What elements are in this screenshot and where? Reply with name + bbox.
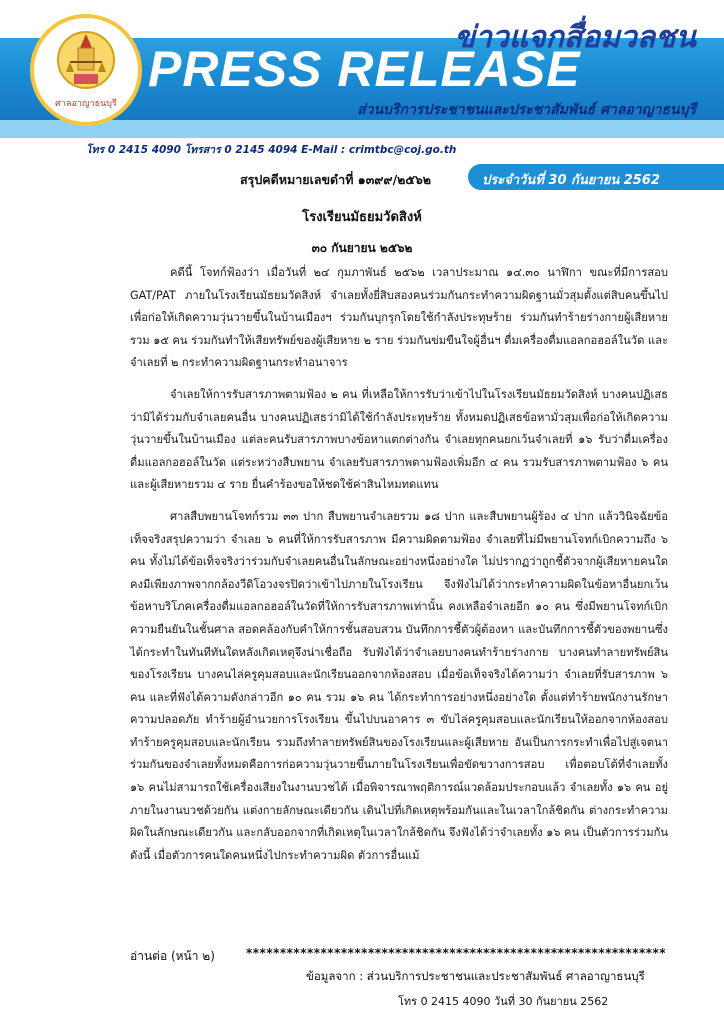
header-subtitle: ส่วนบริการประชาชนและประชาสัมพันธ์ ศาลอาญาธนบุรี — [357, 102, 696, 118]
date-badge — [468, 164, 724, 190]
header-title-thai: ข่าวแจกสื่อมวลชน — [454, 20, 696, 55]
header-title-english: PRESS RELEASE — [148, 41, 581, 97]
press-header — [0, 0, 724, 156]
continue-note: อ่านต่อ (หน้า ๒) — [130, 949, 215, 963]
star-divider: ************************************************************** — [246, 946, 666, 960]
court-emblem-icon — [30, 14, 142, 126]
document-body — [130, 262, 668, 876]
paragraph: ศาลสืบพยานโจทก์รวม ๓๓ ปาก สืบพยานจำเลยรวม ๑๘ ปาก และสืบพยานผู้ร้อง ๔ ปาก แล้ววินิจฉัยข้อเท็จจริงสรุปความว่า จำเลย ๖ คนที่ให้การรับสารภาพ มีความผิดตามฟ้อง จำเลยที่ไม่มีพยานโจทก์เบิกความถึง ๖ คน ทั้งไม่ได้ข้อเท็จจริงว่าร่วมกับจำเลยคนอื่นในลักษณะอย่างหนึ่งอย่างใด ไม่ปรากฏว่าถูกชี้ตัวจากผู้เสียหายคนใด คงมีเพียงภาพจากกล้องวีดิโอวงจรปิดว่าเข้าไปภายในโรงเรียน จึงฟังไม่ได้ว่ากระทำความผิดในข้อหาอื่นยกเว้นข้อหาบริโภคเครื่องดื่มแอลกอฮอล์ในวัดที่ให้การรับสารภาพเท่านั้น คงเหลือจำเลยอีก ๑๐ คน ซึ่งมีพยานโจทก์เบิกความยืนยันในชั้นศาล สอดคล้องกับคำให้การชั้นสอบสวน บันทึกการชี้ตัวผู้ต้องหา และบันทึกการชี้ตัวของพยานซึ่งได้กระทำในทันทีทันใดหลังเกิดเหตุจึงน่าเชื่อถือ รับฟังได้ว่าจำเลยบางคนทำร้ายร่างกาย บางคนทำลายทรัพย์สินของโรงเรียน บางคนไล่ครูคุมสอบและนักเรียนออกจากห้องสอบ เมื่อข้อเท็จจริงได้ความว่า จำเลยที่รับสารภาพ ๖ คน และที่ฟังได้ความดังกล่าวอีก ๑๐ คน รวม ๑๖ คน ได้กระทำการอย่างหนึ่งอย่างใด ตั้งแต่ทำร้ายพนักงานรักษาความปลอดภัย ทำร้ายผู้อำนวยการโรงเรียน ขึ้นไปบนอาคาร ๓ ขับไล่ครูคุมสอบและนักเรียนให้ออกจากห้องสอบ ทำร้ายครูคุมสอบและนักเรียน รวมถึงทำลายทรัพย์สินของโรงเรียนและผู้เสียหาย อันเป็นการกระทำเพื่อไปสู่เจตนาร่วมกันของจำเลยทั้งหมดคือการก่อความวุ่นวายขึ้นภายในโรงเรียนเพื่อขัดขวางการสอบ เพื่อตอบโต้ที่จำเลยทั้ง ๑๖ คนไม่สามารถใช้เครื่องเสียงในงานบวชได้ เมื่อพิจารณาพฤติการณ์แวดล้อมประกอบแล้ว จำเลยทั้ง ๑๖ คน อยู่ภายในงานบวชด้วยกัน แต่งกายลักษณะเดียวกัน เดินไปที่เกิดเหตุพร้อมกันและในเวลาใกล้ชิดกัน ต่างกระทำความผิดในลักษณะเดียวกัน และกลับออกจากที่เกิดเหตุในเวลาใกล้ชิดกัน จึงฟังได้ว่าจำเลยทั้ง ๑๖ คน เป็นตัวการร่วมกัน ดังนี้ เมื่อตัวการคนใดคนหนึ่งไปกระทำความผิด ตัวการอื่นแม้ — [130, 509, 668, 862]
document-title: โรงเรียนมัธยมวัดสิงห์ — [302, 210, 422, 225]
document-date: ๓๐ กันยายน ๒๕๖๒ — [311, 241, 413, 255]
paragraph: คดีนี้ โจทก์ฟ้องว่า เมื่อวันที่ ๒๔ กุมภาพันธ์ ๒๕๖๒ เวลาประมาณ ๑๔.๓๐ นาฬิกา ขณะที่มีการสอบ GAT/PAT ภายในโรงเรียนมัธยมวัดสิงห์ จำเลยทั้งยี่สิบสองคนร่วมกันกระทำความผิดฐานมั่วสุมตั้งแต่สิบคนขึ้นไป เพื่อก่อให้เกิดความวุ่นวายขึ้นในบ้านเมืองฯ ร่วมกันบุกรุกโดยใช้กำลังประทุษร้าย ร่วมกันทำร้ายร่างกายผู้เสียหายรวม ๑๕ คน ร่วมกันทำให้เสียทรัพย์ของผู้เสียหาย ๒ ราย ร่วมกันข่มขืนใจผู้อื่นฯ ดื่มเครื่องดื่มแอลกอฮอล์ในวัด และจำเลยที่ ๒ กระทำความผิดฐานกระทำอนาจาร — [130, 266, 668, 370]
paragraph: จำเลยให้การรับสารภาพตามฟ้อง ๒ คน ที่เหลือให้การรับว่าเข้าไปในโรงเรียนมัธยมวัดสิงห์ บางคนปฏิเสธว่ามิได้ร่วมกับจำเลยคนอื่น บางคนปฏิเสธว่ามิได้ใช้กำลังประทุษร้าย ทั้งหมดปฏิเสธข้อหามั่วสุมเพื่อก่อให้เกิดความวุ่นวายขึ้นในบ้านเมือง แต่ละคนรับสารภาพบางข้อหาแตกต่างกัน จำเลยทุกคนยกเว้นจำเลยที่ ๑๖ รับว่าดื่มเครื่องดื่มแอลกอฮอล์ในวัด แต่ระหว่างสืบพยาน จำเลยรับสารภาพตามฟ้องเพิ่มอีก ๔ คน รวมรับสารภาพตามฟ้อง ๖ คน และผู้เสียหายรวม ๔ ราย ยื่นคำร้องขอให้ชดใช้ค่าสินไหมทดแทน — [130, 387, 668, 492]
date-badge-label: ประจำวันที่ 30 กันยายน 2562 — [482, 173, 660, 188]
contact-line: โทร 0 2415 4090 โทรสาร 0 2145 4094 E-Mail : crimtbc@coj.go.th — [86, 144, 457, 156]
contact-bar — [0, 120, 724, 138]
footer-contact: โทร 0 2415 4090 วันที่ 30 กันยายน 2562 — [398, 995, 609, 1008]
case-number: สรุปคดีหมายเลขดำที่ ๑๓๙๙/๒๕๖๒ — [240, 172, 432, 187]
logo-text: ศาลอาญาธนบุรี — [55, 99, 117, 109]
source-line: ข้อมูลจาก : ส่วนบริการประชาชนและประชาสัมพันธ์ ศาลอาญาธนบุรี — [306, 969, 645, 983]
